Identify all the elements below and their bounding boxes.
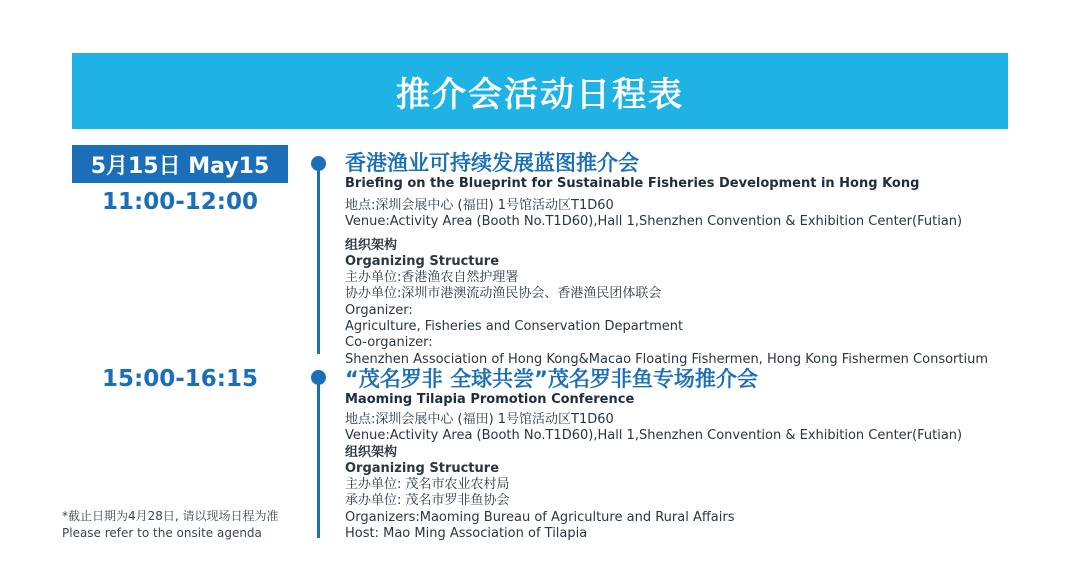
event-2 <box>345 366 1045 542</box>
event-1-venue-cn: 地点:深圳会展中心 (福田) 1号馆活动区T1D60 <box>345 198 614 213</box>
event-2-venue-en: Venue:Activity Area (Booth No.T1D60),Hall 1,Shenzhen Convention & Exhibition Center(Futian) <box>345 428 963 444</box>
event-1-organizer-en: Agriculture, Fisheries and Conservation Department <box>345 319 684 335</box>
event-2-host-en: Host: Mao Ming Association of Tilapia <box>345 526 588 542</box>
event-1-org-label-cn: 组织架构 <box>345 237 398 253</box>
page-title: 推介会活动日程表 <box>396 74 684 115</box>
event-2-org-label-en: Organizing Structure <box>345 460 500 476</box>
timeline-line-1 <box>317 164 320 354</box>
event-2-time: 15:00-16:15 <box>102 366 258 392</box>
event-2-venue-cn: 地点:深圳会展中心 (福田) 1号馆活动区T1D60 <box>345 412 614 427</box>
event-1-time: 11:00-12:00 <box>102 189 258 215</box>
timeline-line-2 <box>317 378 320 538</box>
header-banner <box>72 53 1008 129</box>
footnote <box>62 508 279 542</box>
event-1-org-label-en: Organizing Structure <box>345 253 500 269</box>
event-1-title-en: Briefing on the Blueprint for Sustainable Fisheries Development in Hong Kong <box>345 176 920 191</box>
event-1 <box>345 150 1045 368</box>
timeline-dot-1 <box>311 156 326 171</box>
footnote-cn: *截止日期为4月28日, 请以现场日程为准 <box>62 509 279 523</box>
event-2-host-cn: 主办单位: 茂名市农业农村局 <box>345 477 510 493</box>
event-1-cohost-cn: 协办单位:深圳市港澳流动渔民协会、香港渔民团体联会 <box>345 286 662 302</box>
event-1-coorganizer-en: Shenzhen Association of Hong Kong&Macao Floating Fishermen, Hong Kong Fishermen Consortium <box>345 351 989 367</box>
date-badge: 5月15日 May15 <box>72 145 288 183</box>
event-2-cohost-cn: 承办单位: 茂名市罗非鱼协会 <box>345 493 510 509</box>
timeline-dot-2 <box>311 370 326 385</box>
event-2-org-label-cn: 组织架构 <box>345 444 398 460</box>
event-1-venue-en: Venue:Activity Area (Booth No.T1D60),Hall 1,Shenzhen Convention & Exhibition Center(Futian) <box>345 214 963 230</box>
event-2-title-cn: “茂名罗非 全球共尝”茂名罗非鱼专场推介会 <box>345 367 758 391</box>
event-1-host-cn: 主办单位:香港渔农自然护理署 <box>345 270 519 286</box>
event-2-organizers-en: Organizers:Maoming Bureau of Agriculture and Rural Affairs <box>345 509 735 525</box>
event-1-title-cn: 香港渔业可持续发展蓝图推介会 <box>345 151 639 175</box>
footnote-en: Please refer to the onsite agenda <box>62 526 262 540</box>
event-1-organizer-label: Organizer: <box>345 302 413 318</box>
event-2-title-en: Maoming Tilapia Promotion Conference <box>345 392 635 407</box>
event-1-coorganizer-label: Co-organizer: <box>345 335 433 351</box>
